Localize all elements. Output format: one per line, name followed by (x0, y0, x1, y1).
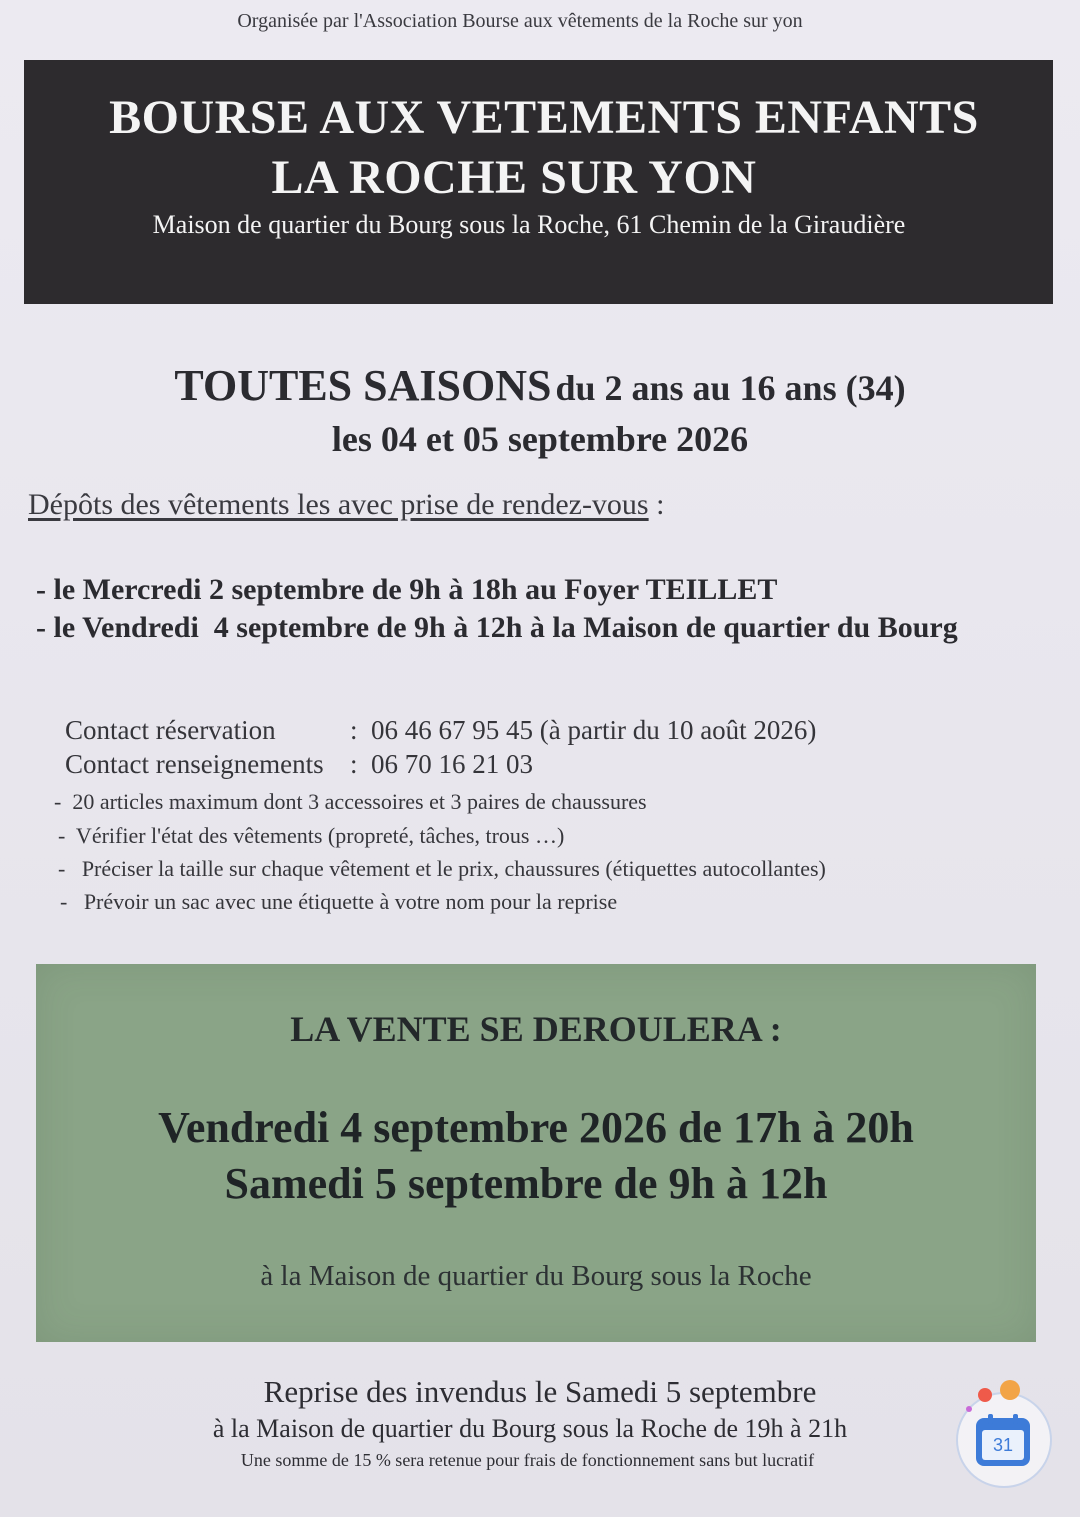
sale-date-2: Samedi 5 septembre de 9h à 12h (224, 1159, 828, 1208)
reprise-line-1: Reprise des invendus le Samedi 5 septembre (263, 1374, 817, 1409)
sale-date-1: Vendredi 4 septembre 2026 de 17h à 20h (158, 1103, 914, 1152)
deposit-line-2: - le Vendredi 4 septembre de 9h à 12h à la Maison de quartier du Bourg (36, 611, 958, 644)
contact-reservation-label: Contact réservation (65, 715, 276, 745)
calendar-day: 31 (982, 1430, 1024, 1460)
organiser-line: Organisée par l'Association Bourse aux vêtements de la Roche sur yon (237, 10, 803, 32)
contact-info-label: Contact renseignements (65, 749, 324, 779)
deposit-heading (28, 488, 664, 522)
deposit-line-1: - le Mercredi 2 septembre de 9h à 18h au Foyer TEILLET (36, 573, 778, 606)
rule-item: - Prévoir un sac avec une étiquette à votre nom pour la reprise (60, 889, 618, 914)
venue-address: Maison de quartier du Bourg sous la Roche, 61 Chemin de la Giraudière (152, 210, 906, 239)
sale-place: à la Maison de quartier du Bourg sous la Roche (260, 1260, 812, 1292)
title-line-1: BOURSE AUX VETEMENTS ENFANTS (109, 91, 979, 144)
contact-reservation-value: : 06 46 67 95 45 (à partir du 10 août 2026) (350, 715, 817, 745)
season-ages: du 2 ans au 16 ans (34) (555, 368, 906, 408)
sale-title: LA VENTE SE DEROULERA : (290, 1009, 782, 1049)
season-line (0, 360, 1080, 411)
title-line-2: LA ROCHE SUR YON (271, 151, 757, 204)
contact-info-value: : 06 70 16 21 03 (350, 749, 534, 779)
calendar-badge[interactable] (956, 1392, 1052, 1488)
header-banner (24, 60, 1053, 304)
rule-item: - Préciser la taille sur chaque vêtement et le prix, chaussures (étiquettes autocollantes) (58, 856, 826, 881)
season-main: TOUTES SAISONS (174, 361, 552, 410)
event-dates: les 04 et 05 septembre 2026 (331, 419, 749, 459)
reprise-note: Une somme de 15 % sera retenue pour frais de fonctionnement sans but lucratif (240, 1450, 815, 1470)
reprise-line-2: à la Maison de quartier du Bourg sous la Roche de 19h à 21h (212, 1414, 848, 1443)
calendar-icon (976, 1418, 1030, 1466)
rule-item: - Vérifier l'état des vêtements (propreté, tâches, trous …) (58, 823, 565, 848)
rule-item: - 20 articles maximum dont 3 accessoires et 3 paires de chaussures (54, 789, 647, 814)
deposit-heading-colon: : (648, 488, 665, 521)
deposit-heading-text: Dépôts des vêtements les avec prise de rendez-vous (28, 488, 649, 521)
sale-panel (36, 964, 1036, 1342)
